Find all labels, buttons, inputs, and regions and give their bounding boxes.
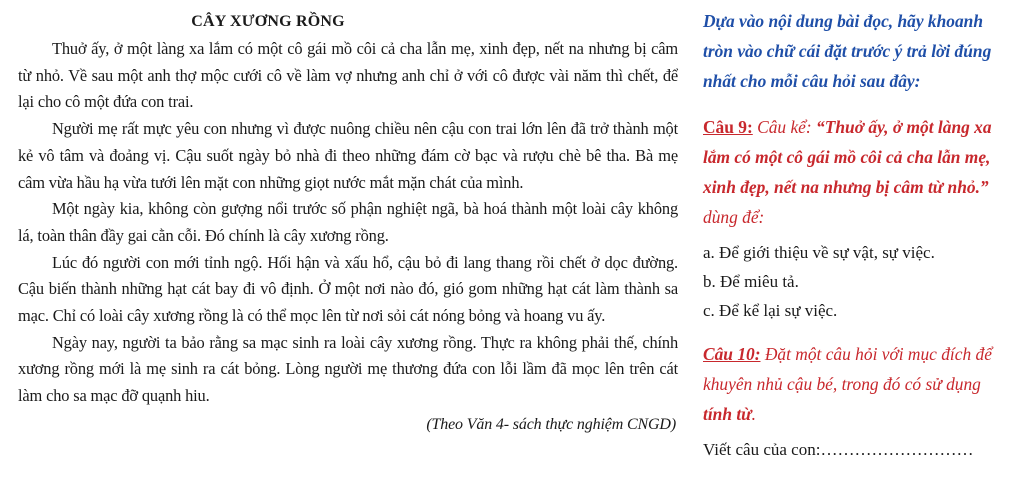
story-paragraph-1: Thuở ấy, ở một làng xa lắm có một cô gái mồ côi cả cha lẫn mẹ, xinh đẹp, nết na nhưng bị câm từ nhỏ. Về sau một anh thợ mộc cưới cô về làm vợ nhưng anh chỉ ở với cô được vài năm thì chết, để lại cho cô một đứa con trai. xyxy=(18,39,678,112)
story-paragraph-5: Ngày nay, người ta bảo rằng sa mạc sinh ra loài cây xương rồng. Thực ra không phải thế, chính xương rồng mới là mẹ sinh ra cát bỏng. Lòng người mẹ thương đứa con lỗi lầm đã mọc lên trên cát làm cho sa mạc đỡ quạnh hiu. xyxy=(18,332,678,406)
question-10 xyxy=(703,339,1008,429)
question-10-text: Đặt một câu hỏi với mục đích để khuyên nhủ cậu bé, trong đó có sử dụng xyxy=(703,344,992,394)
question-9-label: Câu 9: xyxy=(703,117,753,137)
answer-prompt[interactable]: Viết câu của con:……………………… xyxy=(703,440,974,459)
story-paragraph-3: Một ngày kia, không còn gượng nổi trước số phận nghiệt ngã, bà hoá thành một loài cây không lá, toàn thân đầy gai cằn cỗi. Đó chính là cây xương rồng. xyxy=(18,199,678,245)
reading-passage xyxy=(18,8,678,439)
question-9-lead: Câu kể: xyxy=(752,117,817,137)
question-panel xyxy=(703,6,1008,465)
story-paragraph-2: Người mẹ rất mực yêu con nhưng vì được nuông chiều nên cậu con trai lớn lên đã trở thành một kẻ vô tâm và đoảng vị. Cậu suốt ngày bỏ nhà đi theo những đám cờ bạc và rượu chè bê tha. Bà mẹ câm vừa hầu hạ vừa tưới lên mặt con những giọt nước mắt mặn chát của mình. xyxy=(18,119,678,192)
question-9-option-a[interactable]: a. Để giới thiệu về sự vật, sự việc. xyxy=(703,243,935,262)
question-10-emphasis: tính từ xyxy=(703,404,752,424)
question-9-option-b[interactable]: b. Để miêu tả. xyxy=(703,272,799,291)
question-9-tail: dùng để: xyxy=(703,207,765,227)
story-source: (Theo Văn 4- sách thực nghiệm CNGD) xyxy=(426,415,676,433)
question-9 xyxy=(703,112,1008,232)
question-9-quote: “Thuở ấy, ở một làng xa lắm có một cô gái mồ côi cả cha lẫn mẹ, xinh đẹp, nết na nhưng bị câm từ nhỏ.” xyxy=(703,117,992,197)
question-9-option-c[interactable]: c. Để kể lại sự việc. xyxy=(703,301,838,320)
instruction-text: Dựa vào nội dung bài đọc, hãy khoanh tròn vào chữ cái đặt trước ý trả lời đúng nhất cho mỗi câu hỏi sau đây: xyxy=(703,11,992,91)
question-10-end: . xyxy=(751,404,756,424)
story-title: CÂY XƯƠNG RỒNG xyxy=(191,13,345,30)
question-10-label: Câu 10: xyxy=(703,344,761,364)
story-paragraph-4: Lúc đó người con mới tỉnh ngộ. Hối hận và xấu hổ, cậu bỏ đi lang thang rồi chết ở dọc đường. Cậu biến thành những hạt cát bay đi vô định. Ở một nơi nào đó, gió gom những hạt cát làm thành sa mạc. Chỉ có loài cây xương rồng là có thể mọc lên từ nơi sỏi cát nóng bỏng và hoang vu ấy. xyxy=(18,252,678,326)
